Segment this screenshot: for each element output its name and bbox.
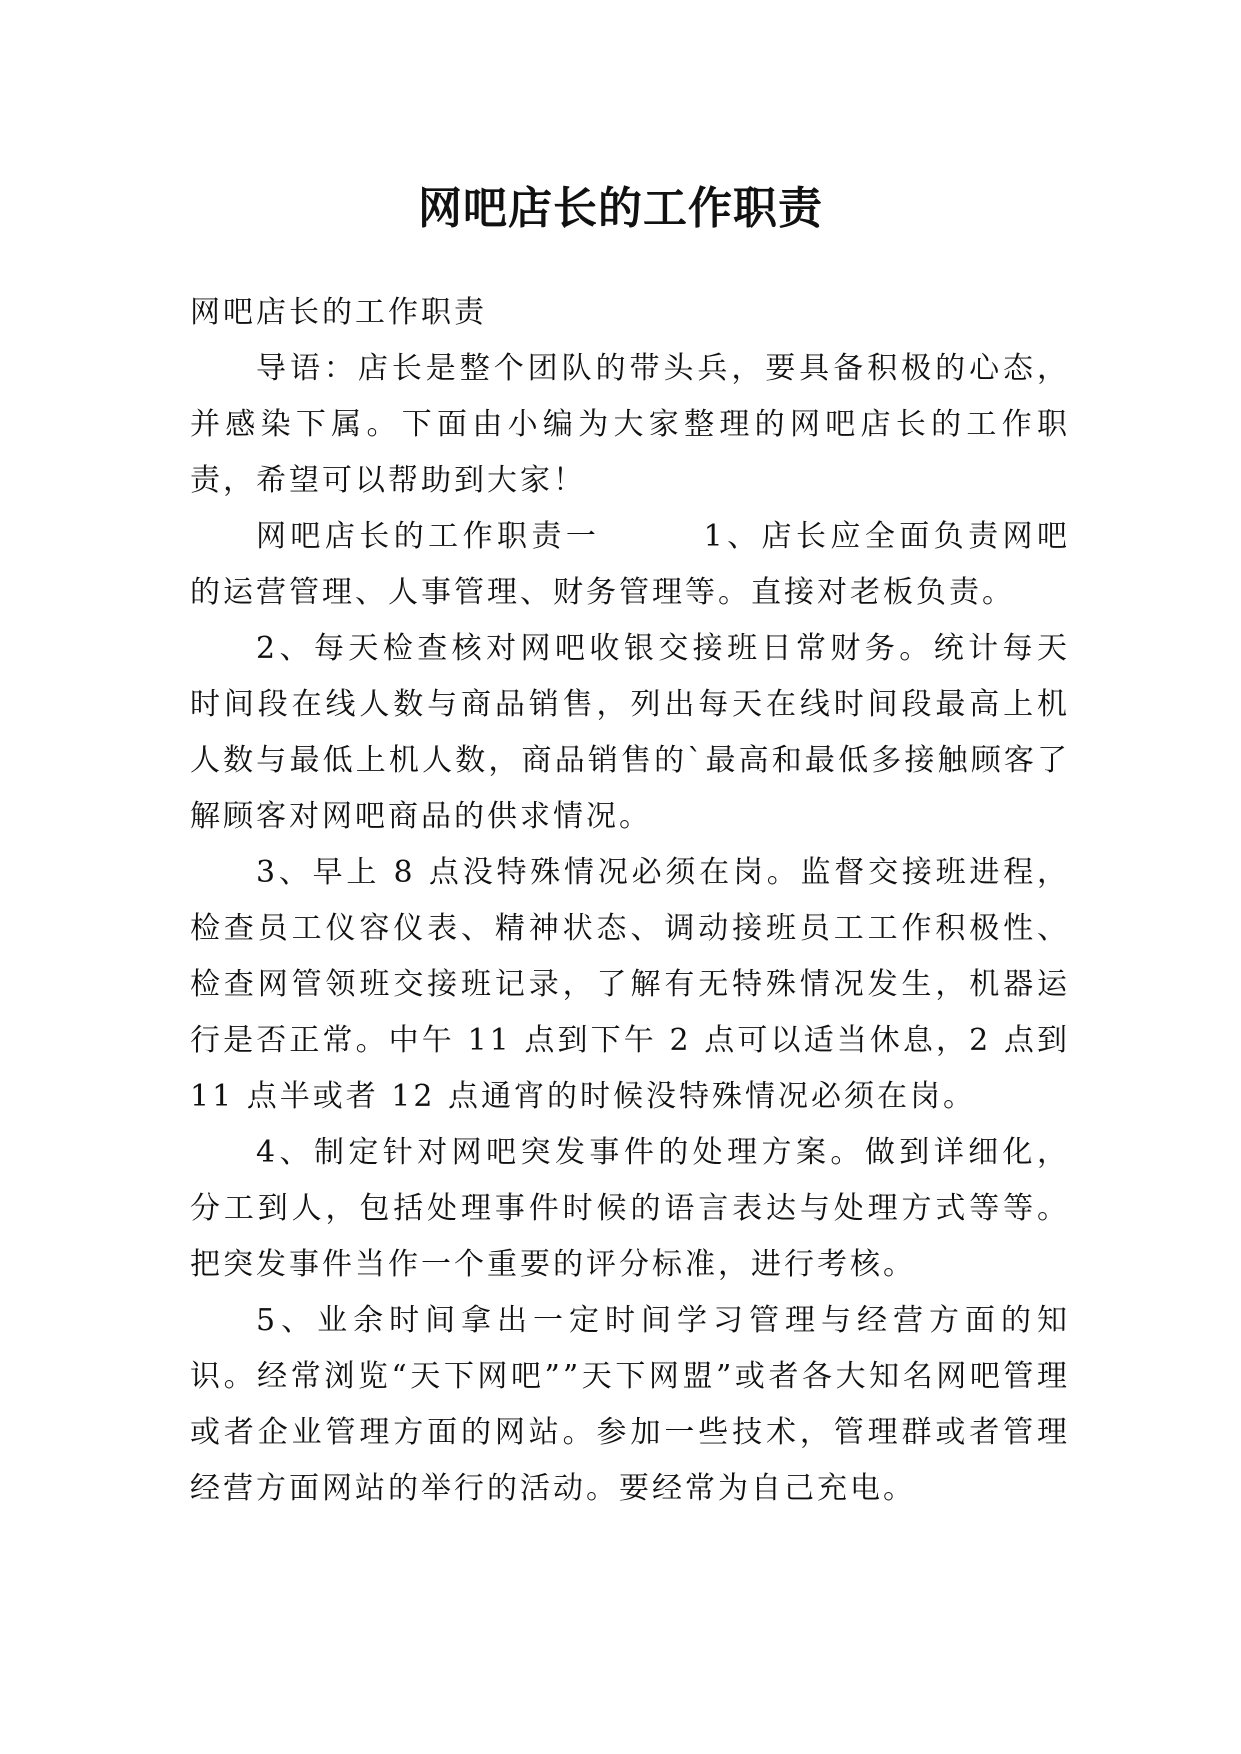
paragraph-duty-2: 2、每天检查核对网吧收银交接班日常财务。统计每天时间段在线人数与商品销售，列出每天在线时间段最高上机人数与最低上机人数，商品销售的`最高和最低多接触顾客了解顾客对网吧商品的供求情况。 — [190, 631, 1070, 834]
paragraph-duty-5: 5、业余时间拿出一定时间学习管理与经营方面的知识。经常浏览“天下网吧””天下网盟”或者各大知名网吧管理或者企业管理方面的网站。参加一些技术，管理群或者管理经营方面网站的举行的活动。要经常为自己充电。 — [190, 1303, 1070, 1506]
paragraph-duty-3: 3、早上 8 点没特殊情况必须在岗。监督交接班进程，检查员工仪容仪表、精神状态、调动接班员工工作积极性、检查网管领班交接班记录，了解有无特殊情况发生，机器运行是否正常。中午 11 点到下午 2 点可以适当休息，2 点到 11 点半或者 12 点通宵的时候没特殊情况必须在岗。 — [190, 855, 1070, 1114]
paragraph-duty-4: 4、制定针对网吧突发事件的处理方案。做到详细化，分工到人，包括处理事件时候的语言表达与处理方式等等。把突发事件当作一个重要的评分标准，进行考核。 — [190, 1135, 1070, 1282]
paragraph-intro: 导语：店长是整个团队的带头兵，要具备积极的心态，并感染下属。下面由小编为大家整理的网吧店长的工作职责，希望可以帮助到大家！ — [190, 351, 1070, 498]
paragraph-duty-1: 网吧店长的工作职责一 1、店长应全面负责网吧的运营管理、人事管理、财务管理等。直接对老板负责。 — [190, 519, 1070, 610]
document-title: 网吧店长的工作职责 — [418, 183, 823, 235]
document-body — [190, 285, 1070, 1517]
document-subtitle: 网吧店长的工作职责 — [190, 295, 487, 330]
